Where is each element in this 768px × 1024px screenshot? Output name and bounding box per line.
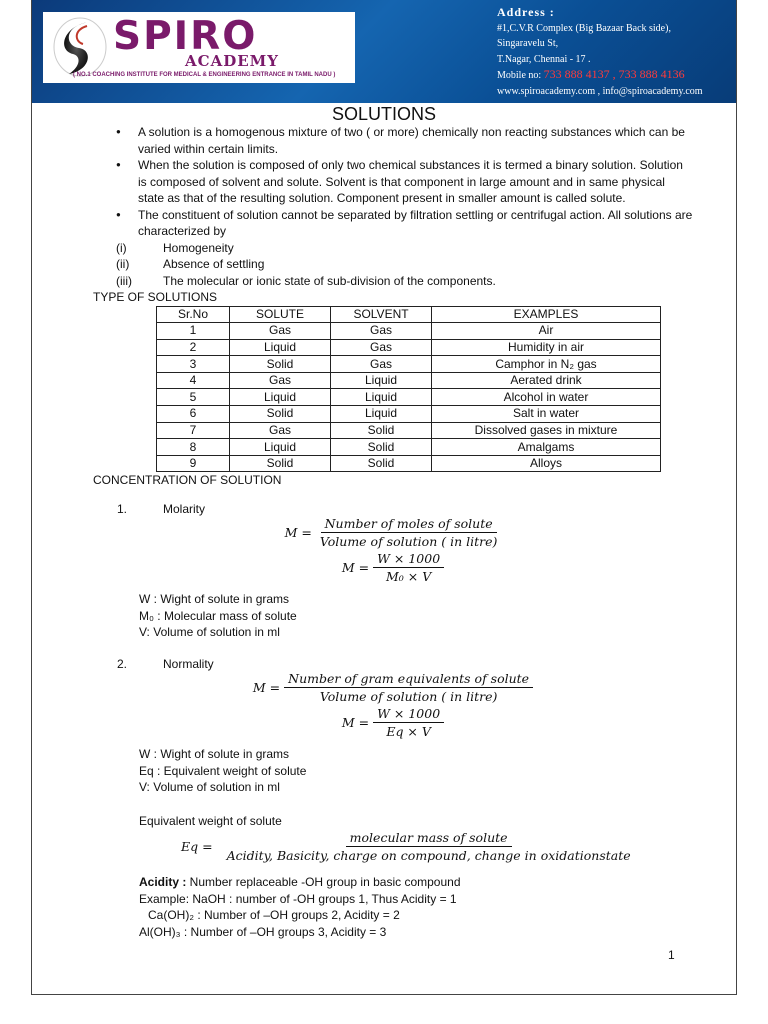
- table-cell: Gas: [230, 422, 331, 439]
- column-header: Sr.No: [157, 306, 230, 323]
- normality-formula: M = $\frac{\text{Number of gram equivalents of solute}}{\text{Volume of solution ( in litre)}}$: [93, 670, 693, 705]
- table-cell: Solid: [230, 356, 331, 373]
- table-row: [157, 339, 661, 356]
- table-cell: Liquid: [331, 406, 432, 423]
- table-cell: Liquid: [230, 439, 331, 456]
- normality-notes: W : Wight of solute in grams Eq : Equivalent weight of solute V: Volume of solution in ml: [139, 747, 307, 795]
- types-heading: TYPE OF SOLUTIONS: [93, 290, 218, 304]
- acidity-term: Acidity :: [139, 875, 187, 890]
- intro-bullets: [93, 124, 693, 240]
- column-header: SOLUTE: [230, 306, 331, 323]
- section-label: Molarity: [163, 501, 206, 516]
- table-cell: Liquid: [331, 372, 432, 389]
- molarity-formula-2: M = $\frac{W \times 1000}{\text{M₀ × V}}$: [93, 550, 693, 585]
- table-cell: 1: [157, 323, 230, 340]
- table-row: [157, 372, 661, 389]
- table-cell: Alcohol in water: [432, 389, 661, 406]
- list-item: (ii) Absence of settling: [116, 257, 265, 271]
- address-line: #1,C.V.R Complex (Big Bazaar Back side),: [497, 22, 671, 34]
- table-cell: 3: [157, 356, 230, 373]
- logo-subtitle: ACADEMY: [185, 52, 279, 70]
- table-cell: Aerated drink: [432, 372, 661, 389]
- table-cell: Solid: [331, 439, 432, 456]
- bullet-item: ● A solution is a homogenous mixture of two ( or more) chemically non reacting substances which can be varied within certain limits.: [138, 124, 693, 157]
- table-cell: Salt in water: [432, 406, 661, 423]
- table-cell: Gas: [230, 323, 331, 340]
- table-cell: Air: [432, 323, 661, 340]
- logo-tagline: ( NO.1 COACHING INSTITUTE FOR MEDICAL & ENGINEERING ENTRANCE IN TAMIL NADU ): [73, 72, 336, 78]
- table-cell: 2: [157, 339, 230, 356]
- table-cell: Liquid: [230, 389, 331, 406]
- column-header: EXAMPLES: [432, 306, 661, 323]
- table-cell: 7: [157, 422, 230, 439]
- table-cell: Gas: [331, 356, 432, 373]
- molarity-formula: M = $\frac{\text{Number of moles of solute}}{\text{Volume of solution ( in litre)}}$: [284, 516, 498, 550]
- web-contact: www.spiroacademy.com , info@spiroacademy.com: [497, 85, 703, 97]
- table-row: [157, 455, 661, 472]
- table-cell: Liquid: [331, 389, 432, 406]
- list-item: (i) Homogeneity: [116, 240, 234, 255]
- table-cell: Gas: [331, 339, 432, 356]
- table-row: [157, 323, 661, 340]
- item-number: 1.: [117, 501, 128, 516]
- table-cell: Amalgams: [432, 439, 661, 456]
- normality-formula-2: M = $\frac{W \times 1000}{Eq \times V}$: [93, 705, 693, 740]
- table-cell: 6: [157, 406, 230, 423]
- table-header-row: [157, 306, 661, 323]
- mobile-numbers: 733 888 4137 , 733 888 4136: [543, 67, 685, 81]
- table-cell: Humidity in air: [432, 339, 661, 356]
- table-cell: Solid: [230, 455, 331, 472]
- table-row: [157, 356, 661, 373]
- equivalent-label: Equivalent weight of solute: [139, 813, 282, 828]
- table-row: [157, 439, 661, 456]
- column-header: SOLVENT: [331, 306, 432, 323]
- item-number: 2.: [117, 656, 128, 671]
- table-cell: Solid: [331, 455, 432, 472]
- table-cell: Solid: [230, 406, 331, 423]
- page-title: SOLUTIONS: [331, 104, 437, 124]
- table-cell: Camphor in N₂ gas: [432, 356, 661, 373]
- bullet-item: ● The constituent of solution cannot be separated by filtration settling or centrifugal action. All solutions are characterized by: [138, 207, 693, 240]
- molarity-notes: W : Wight of solute in grams M₀ : Molecular mass of solute V: Volume of solution in ml: [139, 592, 297, 640]
- logo-name: SPIRO: [113, 14, 258, 59]
- table-row: [157, 422, 661, 439]
- table-cell: Dissolved gases in mixture: [432, 422, 661, 439]
- table-cell: Solid: [331, 422, 432, 439]
- main-content: [93, 124, 693, 940]
- table-cell: 8: [157, 439, 230, 456]
- page-number: 1: [668, 948, 675, 962]
- table-cell: 9: [157, 455, 230, 472]
- table-cell: Liquid: [230, 339, 331, 356]
- table-row: [157, 389, 661, 406]
- address-line: Singaravelu St,: [497, 38, 559, 49]
- bullet-item: ● When the solution is composed of only two chemical substances it is termed a binary solution. Solution is composed of solvent and solute. Solvent is that component in large amount and in same physical state as that of the resulting solution. Component present in smaller amount is called solute.: [138, 157, 693, 207]
- table-body: [157, 323, 661, 472]
- mobile-label: Mobile no:: [497, 70, 542, 81]
- table-row: [157, 406, 661, 423]
- address-label: Address :: [497, 5, 555, 19]
- solutions-table: [156, 306, 661, 473]
- section-label: Normality: [163, 656, 214, 671]
- concentration-heading: CONCENTRATION OF SOLUTION: [93, 473, 282, 488]
- table-cell: Alloys: [432, 455, 661, 472]
- equivalent-formula: Eq = molecular mass of solute Acidity, Basicity, charge on compound, change in oxidationstate: [181, 830, 631, 864]
- table-cell: Gas: [331, 323, 432, 340]
- table-cell: 4: [157, 372, 230, 389]
- address-line: T.Nagar, Chennai - 17 .: [497, 53, 591, 65]
- characteristics-list: [93, 240, 693, 290]
- table-cell: 5: [157, 389, 230, 406]
- acidity-section: Acidity : Number replaceable -OH group in basic compound Example: NaOH : number of -OH groups 1, Thus Acidity = 1 Ca(OH)₂ : Number of –OH groups 2, Acidity = 2 Al(OH)₃ : Number of –OH groups 3, Acidity = 3: [139, 875, 461, 939]
- list-item: (iii) The molecular or ionic state of sub-division of the components.: [116, 273, 496, 288]
- table-cell: Gas: [230, 372, 331, 389]
